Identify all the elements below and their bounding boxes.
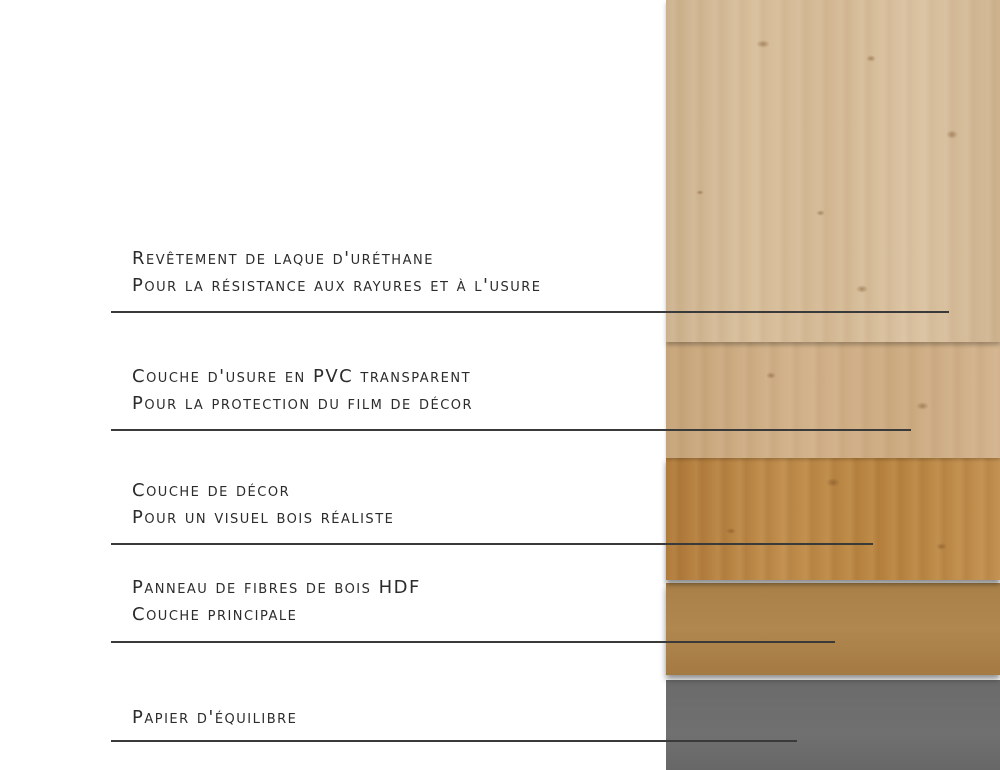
urethane-label [132,245,541,299]
decor-leader-line [111,543,873,545]
urethane-lacquer-layer [666,0,1000,342]
balance-title: Papier d'équilibre [132,707,298,728]
pvc-subtitle: Pour la protection du film de décor [132,393,474,414]
pvc-label [132,363,473,417]
pvc-wear-layer [666,342,1000,458]
balance-paper-layer [666,680,1000,770]
decor-subtitle: Pour un visuel bois réaliste [132,507,395,528]
balance-leader-line [111,740,797,742]
pvc-leader-line [111,429,911,431]
floor-layer-stack [666,0,1000,770]
decor-title: Couche de décor [132,480,291,501]
hdf-label [132,574,421,628]
balance-label [132,704,297,731]
hdf-subtitle: Couche principale [132,604,298,625]
decor-label [132,477,394,531]
hdf-core-layer [666,583,1000,675]
pvc-title: Couche d'usure en PVC transparent [132,366,472,387]
urethane-title: Revêtement de laque d'uréthane [132,248,434,269]
hdf-title: Panneau de fibres de bois HDF [132,577,421,598]
urethane-subtitle: Pour la résistance aux rayures et à l'usure [132,275,542,296]
decor-layer [666,458,1000,580]
hdf-leader-line [111,641,835,643]
urethane-leader-line [111,311,949,313]
